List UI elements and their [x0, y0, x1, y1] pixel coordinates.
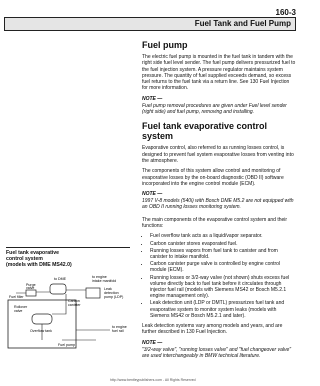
evap-paragraph-2: The components of this system allow control and monitoring of evaporative losses by the on-board diagnostic (OBD II) software incorporated into the engine control module (ECM). [142, 168, 284, 187]
list-item: • Running losses or 3/2-way valve (not shown) shuts excess fuel volume directly back to fuel tank before it circulates through injector fuel rail (models with Siemens MS42 or Bosch M5.2.1 engine management only). [150, 275, 296, 300]
callout-fuel-filler: Fuel filler [9, 295, 24, 299]
callout-purge-valve-2: valve [26, 286, 35, 290]
figure-caption-line-2: control system [6, 256, 43, 262]
evap-note: 1997 V-8 models (540i) with Bosch DME M5.2 are not equipped with an OBD II running losses monitoring system. [142, 198, 294, 211]
callout-to-engine: to engine [92, 275, 107, 279]
fuel-pump-body: The electric fuel pump is mounted in the fuel tank in tandem with the right side fuel level sender. The fuel pump delivers pressurized fuel to the fuel injection system. A pressure regulator maintains system pressure. The quantity of fuel supplied exceeds demand, so excess fuel returns to the fuel tank via a return line. See 130 Fuel Injection for more information. [142, 54, 296, 92]
list-item: • Leak detection unit (LDP or DMTL) pressurizes fuel tank and evaporative system to monitor system leaks (models with Siemens MS42 or Bosch M5.2.1 and later). [150, 300, 296, 319]
section-header-bar [4, 17, 296, 31]
evap-note-label: NOTE — [142, 191, 163, 198]
callout-rollover-valve: Rollover [14, 305, 28, 309]
evap-components-list [142, 233, 296, 319]
callout-rollover-valve-2: valve [14, 309, 23, 313]
leak-detection-pump-shape [86, 288, 100, 298]
fuel-pump-note: Fuel pump removal procedures are given under Fuel level sender (right side) and fuel pump, removing and installing. [142, 102, 287, 116]
figure-caption [6, 247, 130, 268]
section-header-title: Fuel Tank and Fuel Pump [194, 19, 291, 28]
list-item: • Carbon canister purge valve is controlled by engine control module (ECM). [150, 261, 296, 273]
list-item: • Fuel overflow tank acts as a liquid/vapor separator. [150, 233, 296, 239]
figure-caption-line-3: (models with DME MS42.0) [6, 262, 72, 268]
callout-leak-detection-2: detection [104, 291, 119, 295]
list-item: • Carbon canister stores evaporated fuel. [150, 241, 296, 247]
evap-note2-label: NOTE — [142, 339, 163, 346]
purge-valve-shape [26, 290, 36, 296]
carbon-canister-shape [50, 284, 66, 294]
callout-fuel-rail: fuel rail [112, 329, 124, 333]
evap-closing: Leak detection systems vary among models and years, and are further described in 130 Fuel Injection. [142, 322, 283, 336]
callout-to-dme: to DME [54, 277, 66, 281]
figure-panel [6, 247, 130, 352]
page-number: 160-3 [275, 8, 296, 17]
evap-paragraph-1: Evaporative control, also referred to as running losses control, is designed to prevent fuel system evaporative losses from venting into the atmosphere. [142, 145, 294, 164]
fuel-pump-heading: Fuel pump [142, 40, 188, 50]
list-item: • Running losses vapors from fuel tank to canister and from canister to intake manifold. [150, 248, 296, 260]
evap-diagram-svg [6, 270, 130, 352]
callout-fuel-pump: Fuel pump [58, 343, 75, 347]
callout-pump-ldp: pump (LDP) [104, 295, 124, 299]
main-content [142, 40, 296, 365]
fuel-pump-note-label: NOTE — [142, 95, 163, 102]
callout-overflow-tank: Overflow tank [30, 329, 52, 333]
fuel-lines [62, 330, 110, 340]
callout-carbon-canister: Carbon [68, 299, 80, 303]
evap-intro: The main components of the evaporative control system and their functions: [142, 216, 288, 230]
evap-heading: Fuel tank evaporative control system [142, 121, 268, 142]
evap-system-diagram [6, 270, 130, 352]
callout-leak-detection: Leak [104, 287, 112, 291]
figure-caption-line-1: Fuel tank evaporative [6, 250, 60, 256]
callout-canister-2: canister [68, 303, 81, 307]
overflow-tank-shape [32, 314, 52, 324]
callout-to-engine-fuel-rail: to engine [112, 325, 127, 329]
footer-copyright: http://www.bentleypublishers.com - All Rights Reserved [110, 378, 196, 382]
callout-purge-valve: Purge [26, 283, 36, 287]
evap-note2: "3/2-way valve", "running losses valve" and "fuel changeover valve" are used interchangeably in BMW technical literature. [142, 346, 292, 359]
callout-intake-manifold: intake manifold [92, 279, 117, 283]
